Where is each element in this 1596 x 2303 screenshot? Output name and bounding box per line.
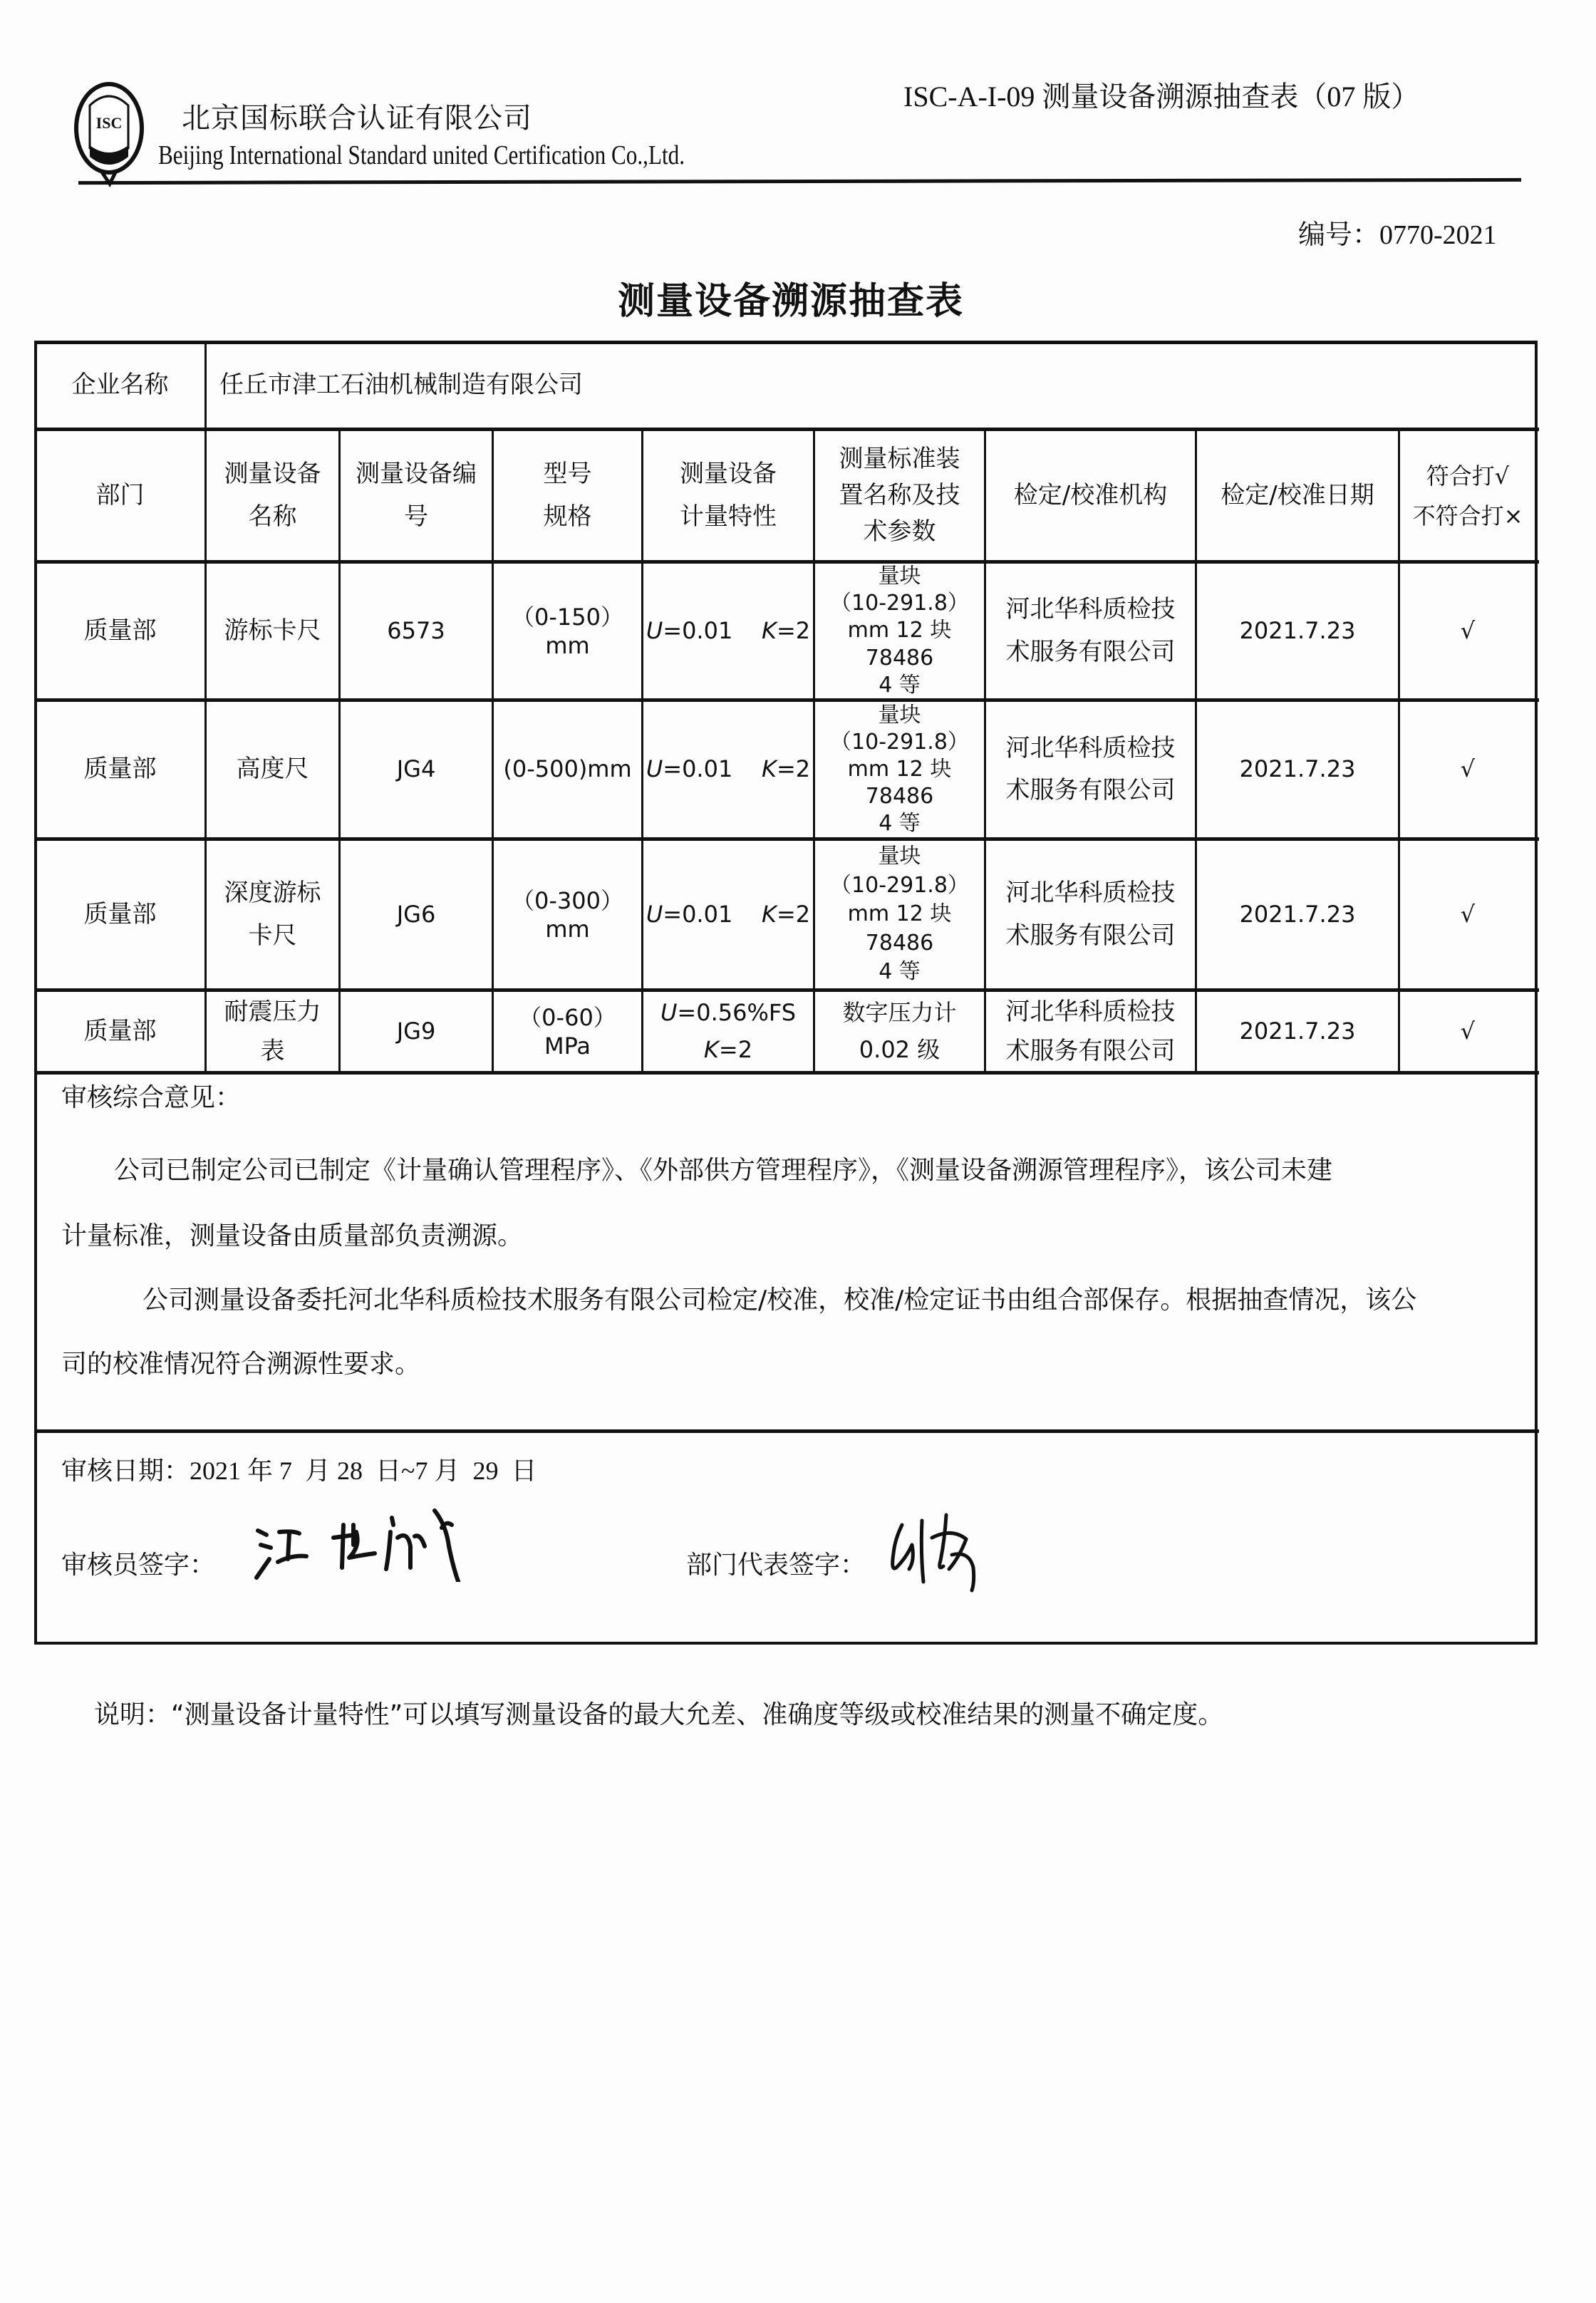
column-header-model-spec: 型号 规格 — [543, 460, 592, 531]
characteristic-cell: U =0.01 K =2 — [646, 616, 811, 644]
standard-cell: 量块 （10-291.8） mm 12 块 78486 4 等 — [830, 702, 969, 837]
department-rep-signature-label: 部门代表签字： — [686, 1551, 866, 1580]
column-header-metrological-characteristics: 测量设备 计量特性 — [680, 460, 777, 531]
calibration-date-cell: 2021.7.23 — [1239, 755, 1356, 783]
model-spec-cell: （0-60） MPa — [519, 1003, 616, 1060]
column-header-conformity: 符合打√ 不符合打× — [1412, 462, 1523, 529]
page-title: 测量设备溯源抽查表 — [617, 280, 964, 323]
column-header-equipment-number: 测量设备编 号 — [356, 460, 477, 531]
form-code: ISC-A-I-09 测量设备溯源抽查表（07 版） — [903, 81, 1420, 113]
review-paragraph-1-line-2: 计量标准，测量设备由质量部负责溯源。 — [61, 1221, 524, 1251]
characteristic-cell: U =0.01 K =2 — [646, 900, 811, 928]
auditor-signature-label: 审核员签字： — [61, 1551, 216, 1580]
conformity-check-icon: √ — [1460, 616, 1476, 644]
standard-cell: 数字压力计 0.02 级 — [842, 999, 957, 1063]
review-heading: 审核综合意见： — [61, 1083, 242, 1112]
review-paragraph-2-line-1: 公司测量设备委托河北华科质检技术服务有限公司检定/校准，校准/检定证书由组合部保存。根据抽查情况，该公 — [142, 1285, 1417, 1315]
standard-cell: 量块 （10-291.8） mm 12 块 78486 4 等 — [830, 564, 969, 698]
column-header-measurement-standard: 测量标准装 置名称及技 术参数 — [839, 445, 960, 546]
row-divider — [34, 1071, 1539, 1075]
footnote: 说明：“测量设备计量特性”可以填写测量设备的最大允差、准确度等级或校准结果的测量不确定度。 — [94, 1700, 1224, 1729]
column-header-equipment-name: 测量设备 名称 — [224, 460, 321, 531]
enterprise-label: 企业名称 — [71, 371, 169, 400]
institution-cell: 河北华科质检技 术服务有限公司 — [1005, 595, 1176, 666]
department-rep-signature — [881, 1511, 1009, 1603]
conformity-check-icon: √ — [1460, 900, 1476, 928]
standard-cell: 量块 （10-291.8） mm 12 块 78486 4 等 — [830, 844, 969, 985]
column-header-calibration-date: 检定/校准日期 — [1221, 480, 1374, 509]
institution-cell: 河北华科质检技 术服务有限公司 — [1005, 733, 1176, 804]
equipment-name-cell: 深度游标 卡尺 — [224, 879, 321, 950]
conformity-check-icon: √ — [1460, 755, 1476, 783]
department-cell: 质量部 — [83, 616, 157, 645]
auditor-signature — [249, 1504, 520, 1582]
header-divider — [78, 178, 1521, 185]
model-spec-cell: （0-300） mm — [512, 886, 623, 943]
characteristic-cell: U=0.56%FS K=2 — [660, 999, 797, 1063]
department-cell: 质量部 — [83, 899, 157, 928]
equipment-number-cell: JG9 — [396, 1017, 436, 1045]
department-cell: 质量部 — [83, 1016, 157, 1045]
equipment-name-cell: 高度尺 — [236, 755, 309, 784]
logo-text: ISC — [95, 114, 123, 132]
enterprise-name: 任丘市津工石油机械制造有限公司 — [219, 371, 583, 400]
equipment-name-cell: 游标卡尺 — [224, 616, 321, 645]
review-paragraph-2-line-2: 司的校准情况符合溯源性要求。 — [61, 1350, 421, 1379]
equipment-name-cell: 耐震压力 表 — [224, 998, 321, 1065]
calibration-date-cell: 2021.7.23 — [1239, 616, 1356, 644]
document-number: 编号：0770-2021 — [1298, 220, 1497, 250]
company-name-en: Beijing International Standard united Certification Co.,Ltd. — [158, 140, 685, 170]
calibration-date-cell: 2021.7.23 — [1239, 900, 1356, 928]
conformity-check-icon: √ — [1460, 1017, 1476, 1045]
column-header-calibration-institution: 检定/校准机构 — [1013, 480, 1168, 509]
equipment-number-cell: JG6 — [396, 900, 436, 928]
institution-cell: 河北华科质检技 术服务有限公司 — [1005, 879, 1176, 950]
equipment-number-cell: JG4 — [396, 755, 436, 783]
model-spec-cell: （0-150） mm — [512, 603, 623, 659]
row-divider — [34, 1429, 1539, 1433]
review-paragraph-1-line-1: 公司已制定公司已制定《计量确认管理程序》、《外部供方管理程序》，《测量设备溯源管理程序》，该公司未建 — [114, 1156, 1333, 1185]
model-spec-cell: (0-500)mm — [503, 755, 632, 783]
characteristic-cell: U =0.01 K =2 — [646, 755, 811, 783]
calibration-date-cell: 2021.7.23 — [1239, 1017, 1356, 1045]
institution-cell: 河北华科质检技 术服务有限公司 — [1005, 998, 1176, 1065]
isc-logo — [70, 77, 154, 190]
column-header-department: 部门 — [95, 480, 145, 509]
department-cell: 质量部 — [83, 755, 157, 784]
equipment-number-cell: 6573 — [387, 616, 445, 644]
company-name-cn: 北京国标联合认证有限公司 — [182, 102, 532, 135]
review-date: 审核日期：2021 年 7 月 28 日~7 月 29 日 — [61, 1456, 537, 1485]
